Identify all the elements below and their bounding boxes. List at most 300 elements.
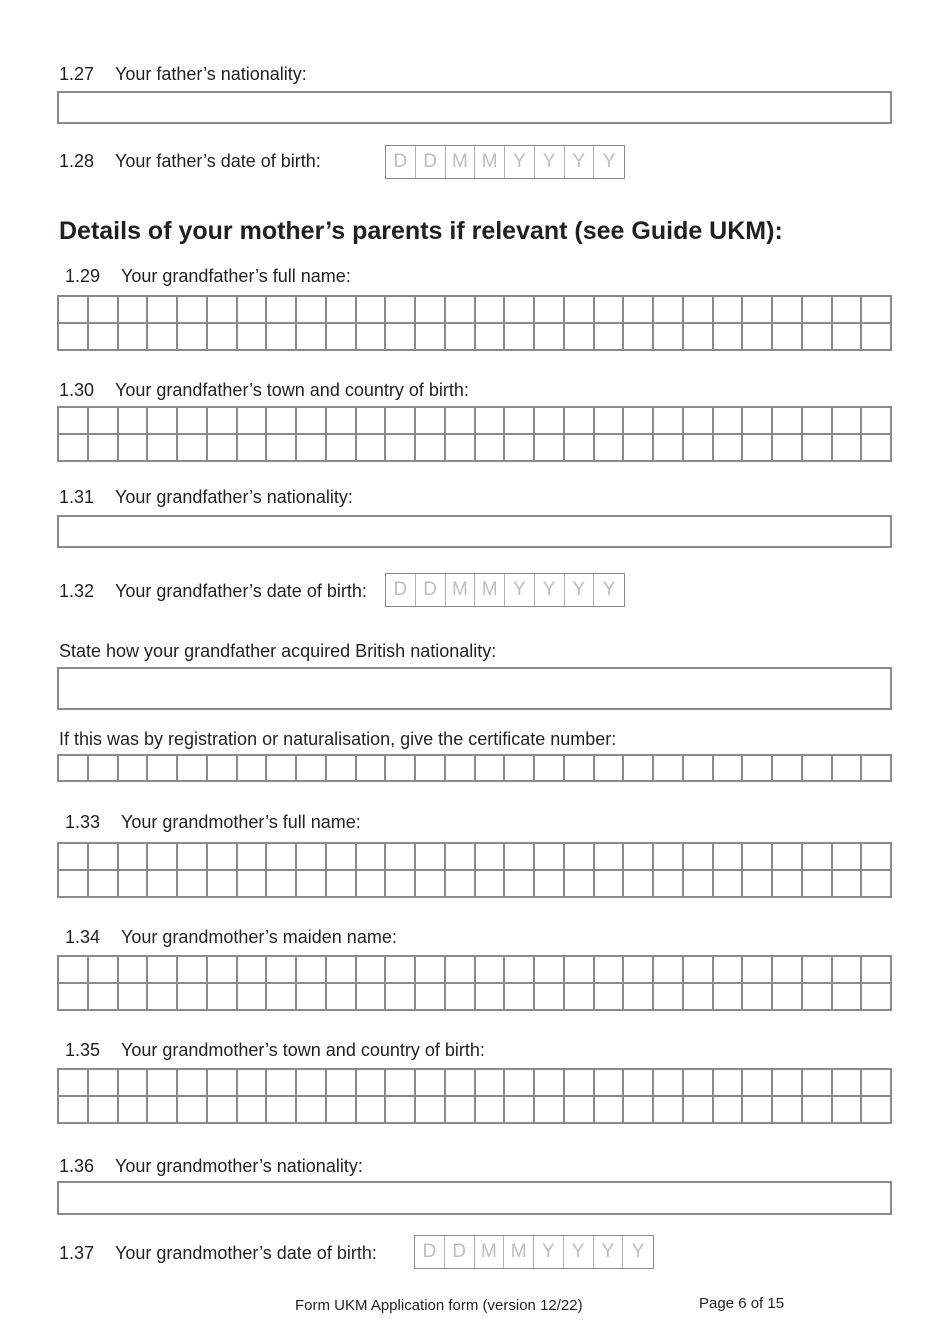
character-box[interactable] [624,297,654,324]
character-box[interactable] [446,984,476,1011]
character-box[interactable] [297,984,327,1011]
character-box[interactable] [624,871,654,898]
character-box[interactable] [476,844,506,871]
date-digit-box[interactable]: D [416,574,446,606]
character-box[interactable] [833,984,863,1011]
character-box[interactable] [208,984,238,1011]
character-box[interactable] [684,324,714,351]
character-box[interactable] [773,435,803,462]
character-box[interactable] [386,297,416,324]
grandfather-full-name-grid[interactable] [57,295,892,351]
character-box[interactable] [446,408,476,435]
character-box[interactable] [565,435,595,462]
character-box[interactable] [238,756,268,782]
character-box[interactable] [535,1070,565,1097]
character-box[interactable] [743,1097,773,1124]
character-box[interactable] [148,324,178,351]
date-digit-box[interactable]: Y [564,1236,594,1268]
character-box[interactable] [743,844,773,871]
character-box[interactable] [476,957,506,984]
character-box[interactable] [773,1070,803,1097]
character-box[interactable] [178,408,208,435]
character-box[interactable] [416,408,446,435]
character-box[interactable] [535,297,565,324]
character-box[interactable] [505,1070,535,1097]
character-box[interactable] [505,756,535,782]
character-box[interactable] [535,984,565,1011]
character-box[interactable] [743,408,773,435]
character-box[interactable] [238,1070,268,1097]
character-box[interactable] [148,957,178,984]
character-box[interactable] [595,844,625,871]
character-box[interactable] [773,324,803,351]
character-box[interactable] [743,957,773,984]
character-box[interactable] [714,756,744,782]
character-box[interactable] [803,844,833,871]
character-box[interactable] [327,1097,357,1124]
character-box[interactable] [684,1097,714,1124]
grandmother-date-of-birth-field[interactable] [414,1235,654,1269]
date-digit-box[interactable]: D [415,1236,445,1268]
character-box[interactable] [297,1070,327,1097]
character-box[interactable] [535,435,565,462]
character-box[interactable] [862,435,892,462]
character-box[interactable] [267,297,297,324]
character-box[interactable] [267,324,297,351]
date-digit-box[interactable]: Y [534,1236,564,1268]
character-box[interactable] [297,756,327,782]
character-box[interactable] [565,297,595,324]
certificate-number-grid[interactable] [57,754,892,782]
character-box[interactable] [297,435,327,462]
character-box[interactable] [327,957,357,984]
character-box[interactable] [505,297,535,324]
character-box[interactable] [833,408,863,435]
character-box[interactable] [833,844,863,871]
character-box[interactable] [59,984,89,1011]
character-box[interactable] [565,324,595,351]
character-box[interactable] [148,297,178,324]
character-box[interactable] [297,408,327,435]
character-box[interactable] [654,984,684,1011]
character-box[interactable] [505,324,535,351]
character-box[interactable] [684,957,714,984]
character-box[interactable] [89,297,119,324]
character-box[interactable] [178,957,208,984]
character-box[interactable] [505,844,535,871]
character-box[interactable] [714,1070,744,1097]
character-box[interactable] [148,1097,178,1124]
character-box[interactable] [535,871,565,898]
character-box[interactable] [684,408,714,435]
character-box[interactable] [505,957,535,984]
character-box[interactable] [357,1097,387,1124]
character-box[interactable] [327,435,357,462]
father-nationality-field[interactable] [57,91,892,124]
character-box[interactable] [267,984,297,1011]
character-box[interactable] [178,1097,208,1124]
date-digit-box[interactable]: Y [535,146,565,178]
character-box[interactable] [714,297,744,324]
character-box[interactable] [654,871,684,898]
character-box[interactable] [178,435,208,462]
character-box[interactable] [505,1097,535,1124]
date-digit-box[interactable]: D [445,1236,475,1268]
character-box[interactable] [119,984,149,1011]
character-box[interactable] [238,435,268,462]
character-box[interactable] [773,1097,803,1124]
character-box[interactable] [833,1097,863,1124]
date-digit-box[interactable]: D [386,146,416,178]
character-box[interactable] [327,844,357,871]
character-box[interactable] [208,435,238,462]
character-box[interactable] [743,297,773,324]
character-box[interactable] [119,871,149,898]
character-box[interactable] [565,1097,595,1124]
character-box[interactable] [624,1097,654,1124]
grandfather-date-of-birth-field[interactable] [385,573,625,607]
character-box[interactable] [446,756,476,782]
character-box[interactable] [208,297,238,324]
character-box[interactable] [357,324,387,351]
character-box[interactable] [476,435,506,462]
character-box[interactable] [148,871,178,898]
character-box[interactable] [535,408,565,435]
character-box[interactable] [178,984,208,1011]
grandmother-maiden-name-grid[interactable] [57,955,892,1011]
character-box[interactable] [743,1070,773,1097]
character-box[interactable] [446,1097,476,1124]
character-box[interactable] [684,756,714,782]
character-box[interactable] [267,844,297,871]
character-box[interactable] [267,408,297,435]
character-box[interactable] [565,984,595,1011]
date-digit-box[interactable]: Y [505,574,535,606]
date-digit-box[interactable]: Y [631,1241,645,1262]
character-box[interactable] [416,957,446,984]
character-box[interactable] [119,297,149,324]
character-box[interactable] [565,756,595,782]
character-box[interactable] [89,408,119,435]
character-box[interactable] [624,844,654,871]
character-box[interactable] [803,297,833,324]
character-box[interactable] [208,871,238,898]
character-box[interactable] [89,1097,119,1124]
character-box[interactable] [267,1070,297,1097]
character-box[interactable] [773,844,803,871]
character-box[interactable] [446,844,476,871]
character-box[interactable] [833,1070,863,1097]
character-box[interactable] [208,844,238,871]
character-box[interactable] [535,844,565,871]
character-box[interactable] [624,984,654,1011]
grandfather-birthplace-grid[interactable] [57,406,892,462]
character-box[interactable] [357,435,387,462]
character-box[interactable] [119,1070,149,1097]
character-box[interactable] [595,297,625,324]
character-box[interactable] [684,844,714,871]
character-box[interactable] [862,1070,892,1097]
character-box[interactable] [624,435,654,462]
character-box[interactable] [357,957,387,984]
character-box[interactable] [714,408,744,435]
character-box[interactable] [595,435,625,462]
character-box[interactable] [59,408,89,435]
character-box[interactable] [178,324,208,351]
character-box[interactable] [535,324,565,351]
character-box[interactable] [327,871,357,898]
character-box[interactable] [773,408,803,435]
character-box[interactable] [238,984,268,1011]
character-box[interactable] [297,844,327,871]
character-box[interactable] [624,1070,654,1097]
character-box[interactable] [595,756,625,782]
character-box[interactable] [267,756,297,782]
date-digit-box[interactable]: M [475,574,505,606]
character-box[interactable] [148,844,178,871]
character-box[interactable] [535,756,565,782]
date-digit-box[interactable]: Y [565,146,595,178]
character-box[interactable] [743,435,773,462]
character-box[interactable] [743,756,773,782]
character-box[interactable] [654,1097,684,1124]
character-box[interactable] [59,435,89,462]
date-digit-box[interactable]: Y [594,1236,624,1268]
character-box[interactable] [505,984,535,1011]
date-digit-box[interactable]: M [446,574,476,606]
date-digit-box[interactable]: Y [602,151,616,172]
character-box[interactable] [59,324,89,351]
character-box[interactable] [743,871,773,898]
character-box[interactable] [803,1070,833,1097]
character-box[interactable] [535,1097,565,1124]
character-box[interactable] [238,871,268,898]
character-box[interactable] [833,756,863,782]
character-box[interactable] [446,435,476,462]
character-box[interactable] [386,408,416,435]
character-box[interactable] [148,984,178,1011]
character-box[interactable] [595,408,625,435]
character-box[interactable] [624,408,654,435]
character-box[interactable] [624,324,654,351]
character-box[interactable] [862,324,892,351]
character-box[interactable] [833,957,863,984]
character-box[interactable] [833,435,863,462]
character-box[interactable] [595,871,625,898]
character-box[interactable] [238,297,268,324]
date-digit-box[interactable]: M [475,1236,505,1268]
character-box[interactable] [357,408,387,435]
character-box[interactable] [89,844,119,871]
character-box[interactable] [773,871,803,898]
character-box[interactable] [476,324,506,351]
character-box[interactable] [59,297,89,324]
character-box[interactable] [595,324,625,351]
character-box[interactable] [416,324,446,351]
character-box[interactable] [59,756,89,782]
date-digit-box[interactable]: Y [565,574,595,606]
date-digit-box[interactable]: M [475,146,505,178]
character-box[interactable] [357,297,387,324]
character-box[interactable] [59,957,89,984]
character-box[interactable] [416,1097,446,1124]
character-box[interactable] [416,756,446,782]
character-box[interactable] [654,1070,684,1097]
character-box[interactable] [862,1097,892,1124]
character-box[interactable] [833,324,863,351]
character-box[interactable] [535,957,565,984]
character-box[interactable] [386,871,416,898]
character-box[interactable] [714,871,744,898]
character-box[interactable] [654,435,684,462]
character-box[interactable] [119,1097,149,1124]
character-box[interactable] [476,756,506,782]
character-box[interactable] [714,984,744,1011]
character-box[interactable] [238,324,268,351]
character-box[interactable] [416,844,446,871]
character-box[interactable] [386,435,416,462]
character-box[interactable] [178,297,208,324]
character-box[interactable] [862,756,892,782]
character-box[interactable] [357,984,387,1011]
character-box[interactable] [297,297,327,324]
character-box[interactable] [565,408,595,435]
character-box[interactable] [862,957,892,984]
character-box[interactable] [327,408,357,435]
character-box[interactable] [178,871,208,898]
character-box[interactable] [743,324,773,351]
character-box[interactable] [803,408,833,435]
character-box[interactable] [565,1070,595,1097]
character-box[interactable] [773,984,803,1011]
character-box[interactable] [386,1097,416,1124]
character-box[interactable] [386,324,416,351]
character-box[interactable] [59,1097,89,1124]
date-digit-box[interactable]: Y [505,146,535,178]
character-box[interactable] [59,871,89,898]
character-box[interactable] [714,844,744,871]
character-box[interactable] [684,871,714,898]
character-box[interactable] [119,435,149,462]
character-box[interactable] [773,756,803,782]
character-box[interactable] [386,844,416,871]
character-box[interactable] [238,408,268,435]
character-box[interactable] [386,1070,416,1097]
character-box[interactable] [803,756,833,782]
character-box[interactable] [595,1070,625,1097]
character-box[interactable] [148,435,178,462]
character-box[interactable] [89,435,119,462]
character-box[interactable] [595,1097,625,1124]
character-box[interactable] [238,1097,268,1124]
character-box[interactable] [654,408,684,435]
character-box[interactable] [89,1070,119,1097]
character-box[interactable] [773,957,803,984]
character-box[interactable] [446,297,476,324]
character-box[interactable] [714,324,744,351]
character-box[interactable] [833,871,863,898]
character-box[interactable] [654,756,684,782]
father-date-of-birth-field[interactable] [385,145,625,179]
date-digit-box[interactable]: D [386,574,416,606]
date-digit-box[interactable]: D [416,146,446,178]
character-box[interactable] [238,957,268,984]
character-box[interactable] [327,984,357,1011]
character-box[interactable] [624,957,654,984]
character-box[interactable] [119,844,149,871]
character-box[interactable] [565,871,595,898]
character-box[interactable] [624,756,654,782]
character-box[interactable] [89,957,119,984]
character-box[interactable] [357,756,387,782]
character-box[interactable] [743,984,773,1011]
character-box[interactable] [476,871,506,898]
character-box[interactable] [327,297,357,324]
character-box[interactable] [267,871,297,898]
character-box[interactable] [208,1097,238,1124]
character-box[interactable] [297,957,327,984]
character-box[interactable] [148,408,178,435]
character-box[interactable] [595,957,625,984]
character-box[interactable] [386,756,416,782]
character-box[interactable] [238,844,268,871]
character-box[interactable] [416,984,446,1011]
grandmother-birthplace-grid[interactable] [57,1068,892,1124]
character-box[interactable] [446,871,476,898]
character-box[interactable] [654,297,684,324]
date-digit-box[interactable]: Y [535,574,565,606]
character-box[interactable] [119,957,149,984]
character-box[interactable] [446,324,476,351]
character-box[interactable] [595,984,625,1011]
character-box[interactable] [654,844,684,871]
character-box[interactable] [803,984,833,1011]
character-box[interactable] [267,1097,297,1124]
character-box[interactable] [654,957,684,984]
character-box[interactable] [119,756,149,782]
character-box[interactable] [89,324,119,351]
character-box[interactable] [89,756,119,782]
character-box[interactable] [416,435,446,462]
character-box[interactable] [505,435,535,462]
character-box[interactable] [416,871,446,898]
character-box[interactable] [565,844,595,871]
character-box[interactable] [208,408,238,435]
character-box[interactable] [684,1070,714,1097]
character-box[interactable] [684,435,714,462]
character-box[interactable] [476,984,506,1011]
character-box[interactable] [476,1097,506,1124]
character-box[interactable] [773,297,803,324]
character-box[interactable] [89,984,119,1011]
character-box[interactable] [386,957,416,984]
character-box[interactable] [59,1070,89,1097]
character-box[interactable] [803,324,833,351]
character-box[interactable] [833,297,863,324]
character-box[interactable] [803,435,833,462]
character-box[interactable] [148,756,178,782]
character-box[interactable] [327,1070,357,1097]
character-box[interactable] [446,1070,476,1097]
grandmother-nationality-field[interactable] [57,1181,892,1215]
character-box[interactable] [327,324,357,351]
character-box[interactable] [327,756,357,782]
character-box[interactable] [267,957,297,984]
character-box[interactable] [89,871,119,898]
character-box[interactable] [476,297,506,324]
character-box[interactable] [862,984,892,1011]
character-box[interactable] [297,871,327,898]
